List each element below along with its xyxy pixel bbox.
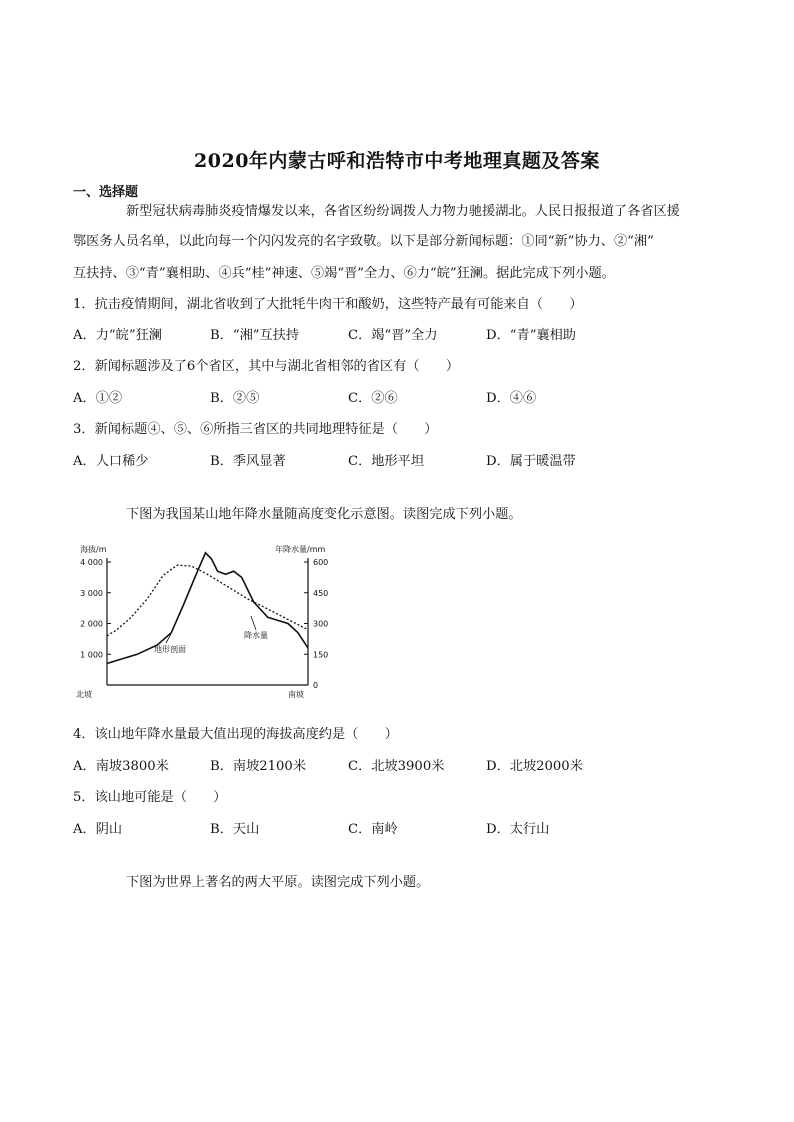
map-intro: 下图为世界上著名的两大平原。读图完成下列小题。 [126, 875, 430, 890]
left-tick-label: 1 000 [80, 650, 103, 660]
question-stem: 5．该山地可能是（ ） [73, 790, 227, 805]
intro-paragraph-1 [73, 199, 728, 224]
x-label-north: 北坡 [76, 690, 92, 699]
option-b: B．季风显著 [210, 454, 286, 469]
right-tick-label: 450 [313, 588, 329, 598]
left-tick-label: 2 000 [80, 619, 103, 629]
option-d: D．属于暖温带 [486, 454, 576, 469]
right-tick-label: 300 [313, 619, 329, 629]
option-c: C．竭“晋”全力 [348, 328, 438, 343]
option-d: D．“青”襄相助 [486, 328, 576, 343]
right-tick-label: 600 [313, 558, 329, 567]
question-stem: 1．抗击疫情期间，湖北省收到了大批牦牛肉干和酸奶，这些特产最有可能来自（ ） [73, 297, 583, 312]
left-tick-label: 4 000 [80, 558, 103, 567]
x-label-south: 南坡 [288, 690, 304, 699]
option-b: B．“湘”互扶持 [210, 328, 300, 343]
intro-line: 互扶持、③“青”襄相助、④兵“桂”神速、⑤竭“晋”全力、⑥力“皖”狂澜。据此完成下列小题。 [73, 266, 615, 281]
option-a: A．阴山 [73, 822, 123, 837]
precipitation-elevation-chart [70, 538, 360, 703]
intro-line: 鄂医务人员名单，以此向每一个闪闪发亮的名字致敬。以下是部分新闻标题：①同“新”协力、②“湘” [73, 234, 654, 249]
option-c: C．②⑥ [348, 391, 398, 406]
chart-intro: 下图为我国某山地年降水量随高度变化示意图。读图完成下列小题。 [126, 507, 522, 522]
intro-line: 新型冠状病毒肺炎疫情爆发以来，各省区纷纷调拨人力物力驰援湖北。人民日报报道了各省区援 [126, 204, 680, 219]
option-d: D．④⑥ [486, 391, 537, 406]
option-c: C．地形平坦 [348, 454, 425, 469]
precipitation-line [107, 565, 308, 636]
left-axis-label: 海拔/m [80, 545, 107, 554]
annotation-terrain: 地形剖面 [154, 645, 186, 654]
chart-axes [80, 558, 328, 690]
option-d: D．北坡2000米 [486, 759, 583, 774]
option-b: B．②⑤ [210, 391, 260, 406]
question-stem: 2．新闻标题涉及了6个省区，其中与湖北省相邻的省区有（ ） [73, 359, 460, 374]
annotation-precipitation: 降水量 [244, 631, 268, 640]
question-stem: 4．该山地年降水量最大值出现的海拔高度约是（ ） [73, 727, 398, 742]
option-b: B．南坡2100米 [210, 759, 307, 774]
right-tick-label: 150 [313, 650, 329, 660]
option-d: D．太行山 [486, 822, 550, 837]
question-stem: 3．新闻标题④、⑤、⑥所指三省区的共同地理特征是（ ） [73, 422, 438, 437]
option-a: A．力“皖”狂澜 [73, 328, 162, 343]
section-heading: 一、选择题 [73, 185, 139, 200]
option-c: C．北坡3900米 [348, 759, 445, 774]
option-a: A．南坡3800米 [73, 759, 169, 774]
option-a: A．人口稀少 [73, 454, 149, 469]
precipitation-leader-line [251, 616, 256, 630]
right-tick-label: 0 [313, 681, 319, 690]
left-tick-label: 3 000 [80, 588, 103, 598]
option-c: C．南岭 [348, 822, 398, 837]
chart-lines [107, 553, 308, 664]
terrain-profile-line [107, 553, 308, 664]
option-b: B．天山 [210, 822, 260, 837]
option-a: A．①② [73, 391, 123, 406]
page-title: 2020年内蒙古呼和浩特市中考地理真题及答案 [194, 150, 600, 172]
right-axis-label: 年降水量/mm [275, 545, 326, 554]
